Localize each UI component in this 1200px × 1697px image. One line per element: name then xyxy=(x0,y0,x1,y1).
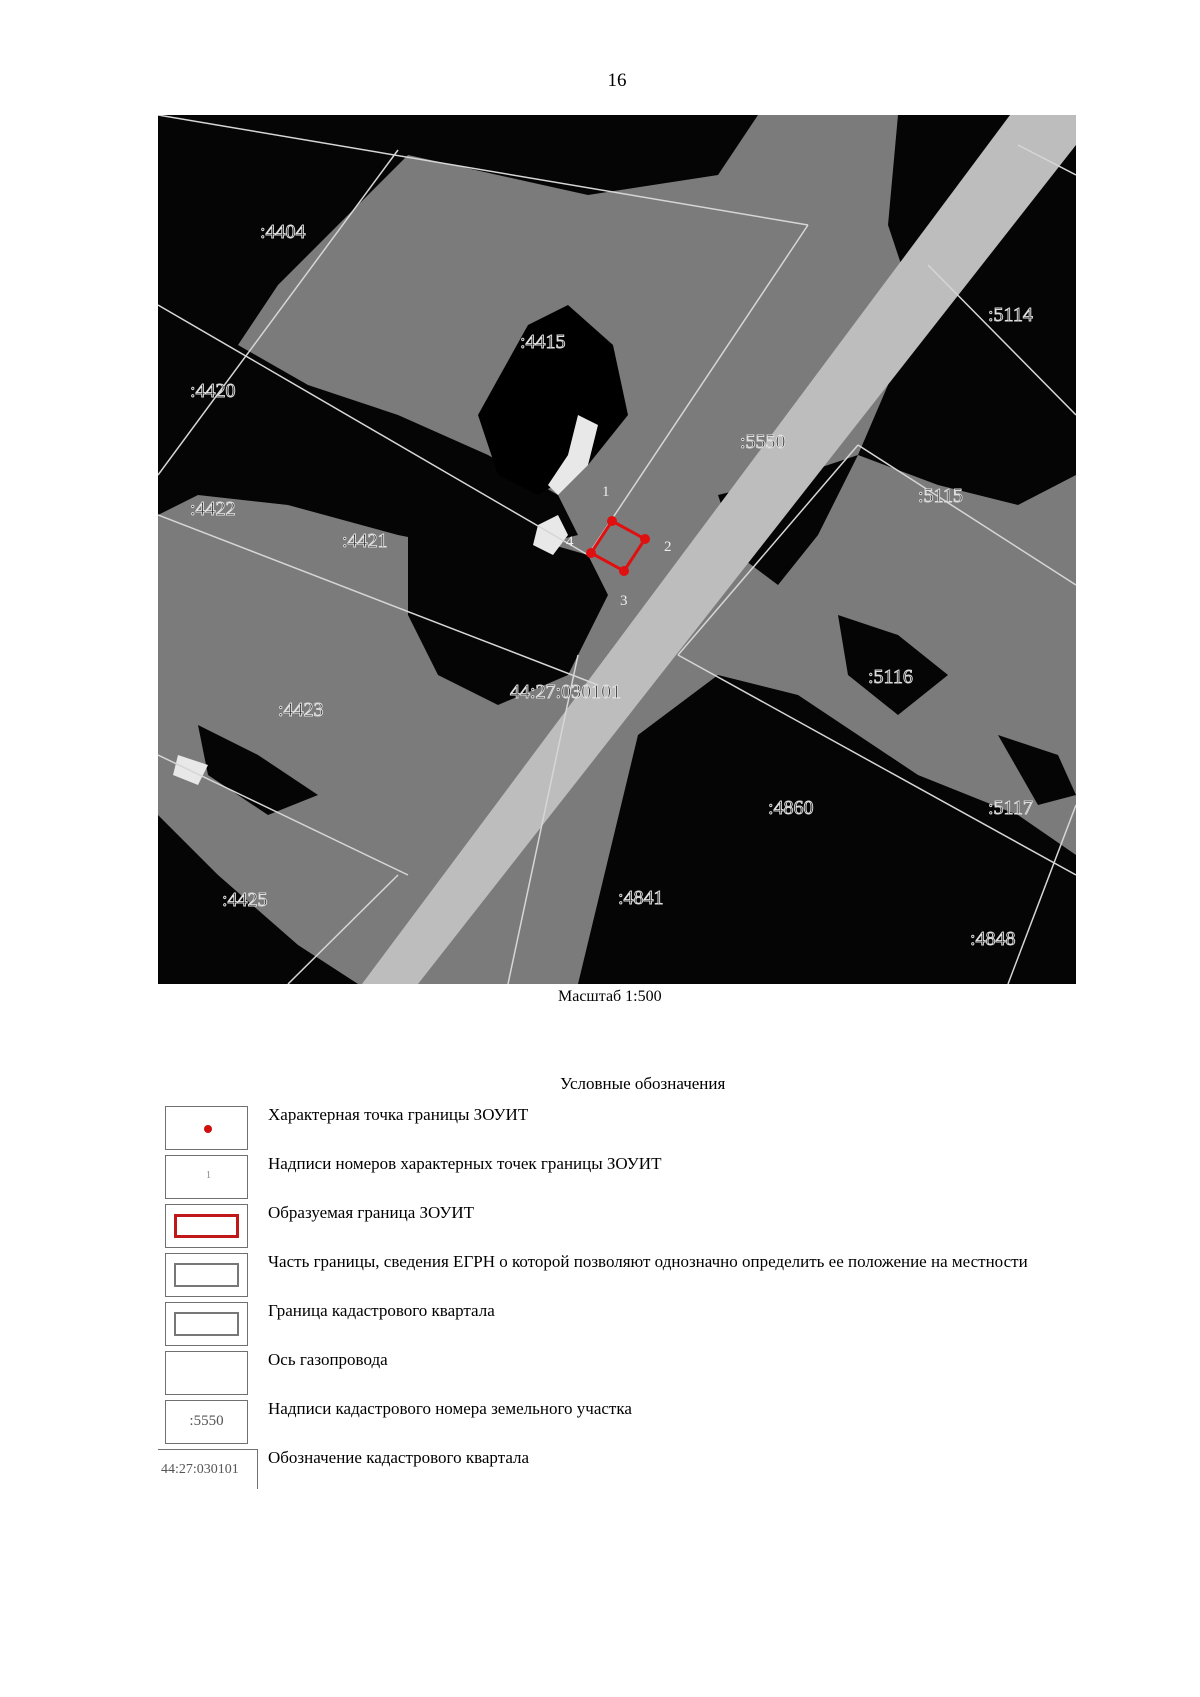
legend-icon-point-number xyxy=(165,1155,248,1199)
legend-item-text: Обозначение кадастрового квартала xyxy=(268,1448,530,1467)
quarter-label: 44:27:030101 xyxy=(510,681,622,703)
gray-rect-icon xyxy=(174,1263,239,1287)
legend-item-text: Образуемая граница ЗОУИТ xyxy=(268,1203,475,1222)
legend-item-text: Надписи номеров характерных точек границы ЗОУИТ xyxy=(268,1154,662,1173)
legend-item-text: Часть границы, сведения ЕГРН о которой позволяют однозначно определить ее положение на местности xyxy=(268,1252,1028,1271)
boundary-point-4 xyxy=(586,548,596,558)
parcel-label: :5115 xyxy=(918,485,963,507)
point-number-label: 1 xyxy=(602,484,610,500)
parcel-label: :5550 xyxy=(740,431,786,453)
gray-rect-icon xyxy=(174,1312,239,1336)
parcel-label: :5117 xyxy=(988,797,1033,819)
label-icon: :5550 xyxy=(189,1413,224,1429)
legend-item-text: Граница кадастрового квартала xyxy=(268,1301,495,1320)
quarter-icon: 44:27:030101 xyxy=(161,1462,239,1477)
legend-icon-egrn-boundary xyxy=(165,1253,248,1297)
parcel-label: :4841 xyxy=(618,887,664,909)
legend-icon-parcel-label xyxy=(165,1400,248,1444)
parcel-label: :4423 xyxy=(278,699,324,721)
parcel-label: :5116 xyxy=(868,666,913,688)
cadastral-map xyxy=(158,115,1076,984)
legend-icon-quarter xyxy=(158,1449,258,1489)
parcel-label: :4420 xyxy=(190,380,236,402)
parcel-label: :4415 xyxy=(520,331,566,353)
legend-icon-point xyxy=(165,1106,248,1150)
parcel-label: :4404 xyxy=(260,221,306,243)
map-canvas xyxy=(158,115,1076,984)
legend-title: Условные обозначения xyxy=(560,1074,726,1093)
point-number-icon: 1 xyxy=(206,1170,211,1181)
page-number: 16 xyxy=(607,70,627,91)
legend-item-text: Надписи кадастрового номера земельного участка xyxy=(268,1399,632,1418)
legend-item-text: Ось газопровода xyxy=(268,1350,388,1369)
boundary-point-2 xyxy=(640,534,650,544)
red-dot-icon xyxy=(204,1125,212,1133)
parcel-label: :5114 xyxy=(988,304,1033,326)
parcel-label: :4860 xyxy=(768,797,814,819)
legend-icon-zouit-boundary xyxy=(165,1204,248,1248)
boundary-point-1 xyxy=(607,516,617,526)
legend-item-text: Характерная точка границы ЗОУИТ xyxy=(268,1105,529,1124)
parcel-label: :4422 xyxy=(190,498,236,520)
boundary-point-3 xyxy=(619,566,629,576)
point-number-label: 3 xyxy=(620,593,628,609)
red-rect-icon xyxy=(174,1214,239,1238)
legend-icon-quarter-boundary xyxy=(165,1302,248,1346)
parcel-label: :4425 xyxy=(222,889,268,911)
point-number-label: 2 xyxy=(664,539,672,555)
parcel-label: :4421 xyxy=(342,530,388,552)
point-number-label: 4 xyxy=(566,534,574,550)
legend-icon-gas-pipeline xyxy=(165,1351,248,1395)
parcel-label: :4848 xyxy=(970,928,1016,950)
scale-caption: Масштаб 1:500 xyxy=(558,988,662,1005)
